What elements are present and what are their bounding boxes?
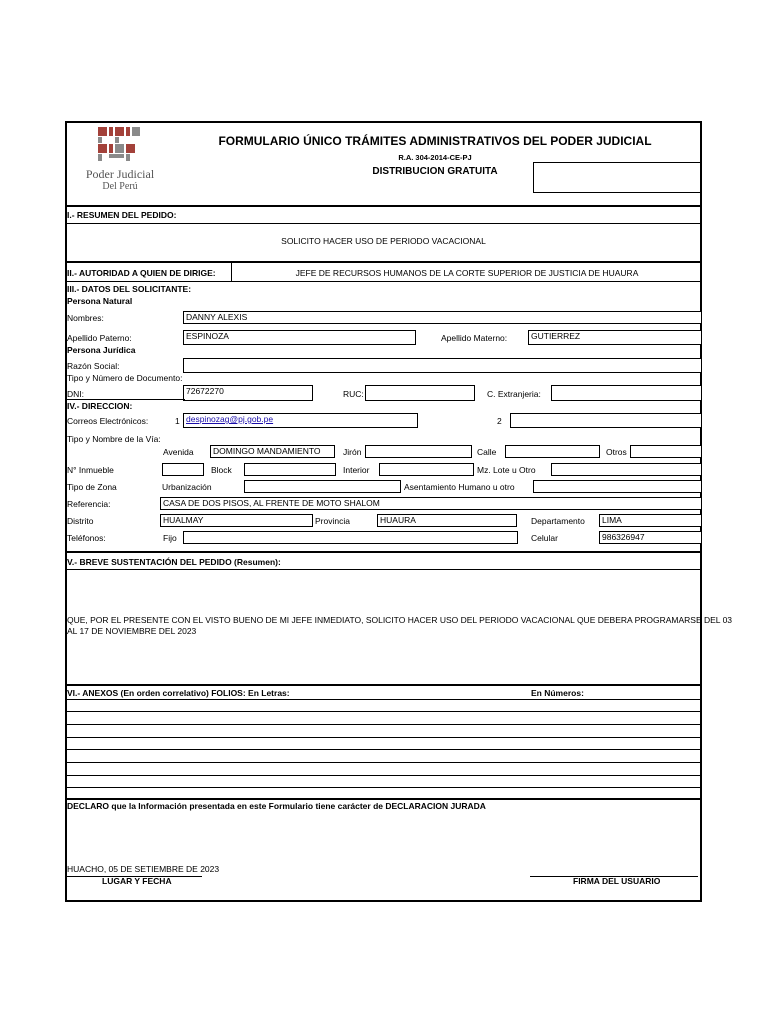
calle-label: Calle [477,447,497,457]
section4-heading: IV.- DIRECCION: [67,401,133,411]
interior-field[interactable] [379,463,474,476]
section3-heading: III.- DATOS DEL SOLICITANTE: [67,284,192,294]
ruc-field[interactable] [365,385,475,401]
lugar-fecha-value: HUACHO, 05 DE SETIEMBRE DE 2023 [67,864,220,874]
referencia-label: Referencia: [67,499,111,509]
correo1-field[interactable] [183,413,418,428]
asentamiento-field[interactable] [533,480,702,493]
celular-field[interactable]: 986326947 [599,531,702,544]
section1-text: SOLICITO HACER USO DE PERIODO VACACIONAL [281,236,486,246]
block-label: Block [211,465,232,475]
firma-usuario-label: FIRMA DEL USUARIO [573,876,661,886]
tipo-via-label: Tipo y Nombre de la Vía: [67,434,161,444]
referencia-field[interactable]: CASA DE DOS PISOS, AL FRENTE DE MOTO SHALOM [160,497,702,510]
tipo-zona-label: Tipo de Zona [67,482,117,492]
apellido-paterno-label: Apellido Paterno: [67,333,132,343]
section2-heading: II.- AUTORIDAD A QUIEN DE DIRIGE: [67,268,216,278]
ruc-label: RUC: [343,389,364,399]
telefonos-label: Teléfonos: [67,533,106,543]
jiron-label: Jirón [343,447,362,457]
otros-label: Otros [606,447,627,457]
correo1-link[interactable]: despinozag@pj.gob.pe [186,414,274,424]
nombres-label: Nombres: [67,313,104,323]
urbanizacion-label: Urbanización [162,482,212,492]
calle-field[interactable] [505,445,600,458]
fijo-label: Fijo [163,533,177,543]
form-title: FORMULARIO ÚNICO TRÁMITES ADMINISTRATIVOS DEL PODER JUDICIAL [218,134,652,148]
extranjeria-label: C. Extranjeria: [487,389,541,399]
section6-heading: VI.- ANEXOS (En orden correlativo) FOLIOS: En Letras: [67,688,290,698]
avenida-label: Avenida [163,447,194,457]
razon-social-label: Razón Social: [67,361,120,371]
tipo-documento-label: Tipo y Número de Documento: [67,373,183,383]
otros-field[interactable] [630,445,702,458]
provincia-field[interactable]: HUAURA [377,514,517,527]
poder-judicial-logo [97,126,141,162]
dni-field[interactable]: 72672270 [183,385,313,401]
logo-text-line1: Poder Judicial [85,167,155,181]
provincia-label: Provincia [315,516,350,526]
razon-social-field[interactable] [183,358,702,373]
en-numeros-label: En Números: [531,688,584,698]
interior-label: Interior [343,465,370,475]
celular-label: Celular [531,533,558,543]
extranjeria-field[interactable] [551,385,702,401]
stamp-box [533,162,702,193]
distribution-label: DISTRIBUCION GRATUITA [372,166,498,177]
correo2-number: 2 [497,416,502,426]
mz-lote-field[interactable] [551,463,702,476]
jiron-field[interactable] [365,445,472,458]
nombres-field[interactable]: DANNY ALEXIS [183,311,702,324]
urbanizacion-field[interactable] [244,480,401,493]
mz-lote-label: Mz. Lote u Otro [477,465,536,475]
persona-natural-label: Persona Natural [67,296,133,306]
apellido-materno-label: Apellido Materno: [441,333,508,343]
correos-label: Correos Electrónicos: [67,416,149,426]
lugar-fecha-label: LUGAR Y FECHA [102,876,172,886]
correo1-number: 1 [175,416,180,426]
dni-label: DNI: [67,389,84,399]
asentamiento-label: Asentamiento Humano u otro [404,482,515,492]
fijo-field[interactable] [183,531,518,544]
inmueble-field[interactable] [162,463,204,476]
logo-text-line2: Del Perú [102,181,138,192]
section5-heading: V.- BREVE SUSTENTACIÓN DEL PEDIDO (Resumen): [67,557,281,567]
declaracion-jurada-text: DECLARO que la Información presentada en este Formulario tiene carácter de DECLARACION JURADA [67,801,486,811]
distrito-field[interactable]: HUALMAY [160,514,313,527]
correo2-field[interactable] [510,413,702,428]
avenida-field[interactable]: DOMINGO MANDAMIENTO [210,445,335,458]
inmueble-label: N° Inmueble [67,465,114,475]
apellido-materno-field[interactable]: GUTIERREZ [528,330,702,345]
distrito-label: Distrito [67,516,94,526]
block-field[interactable] [244,463,336,476]
form-resolution: R.A. 304-2014-CE-PJ [398,153,472,162]
sustentacion-line1: QUE, POR EL PRESENTE CON EL VISTO BUENO DE MI JEFE INMEDIATO, SOLICITO HACER USO DEL PERIODO VACACIONAL QUE DEBERA PROGRAMARSE DEL 03 [67,615,733,625]
sustentacion-line2: AL 17 DE NOVIEMBRE DEL 2023 [67,626,197,636]
apellido-paterno-field[interactable]: ESPINOZA [183,330,416,345]
section1-heading: I.- RESUMEN DEL PEDIDO: [67,210,177,220]
departamento-label: Departamento [531,516,585,526]
persona-juridica-label: Persona Jurídica [67,345,136,355]
departamento-field[interactable]: LIMA [599,514,702,527]
section2-value: JEFE DE RECURSOS HUMANOS DE LA CORTE SUPERIOR DE JUSTICIA DE HUAURA [295,268,639,278]
